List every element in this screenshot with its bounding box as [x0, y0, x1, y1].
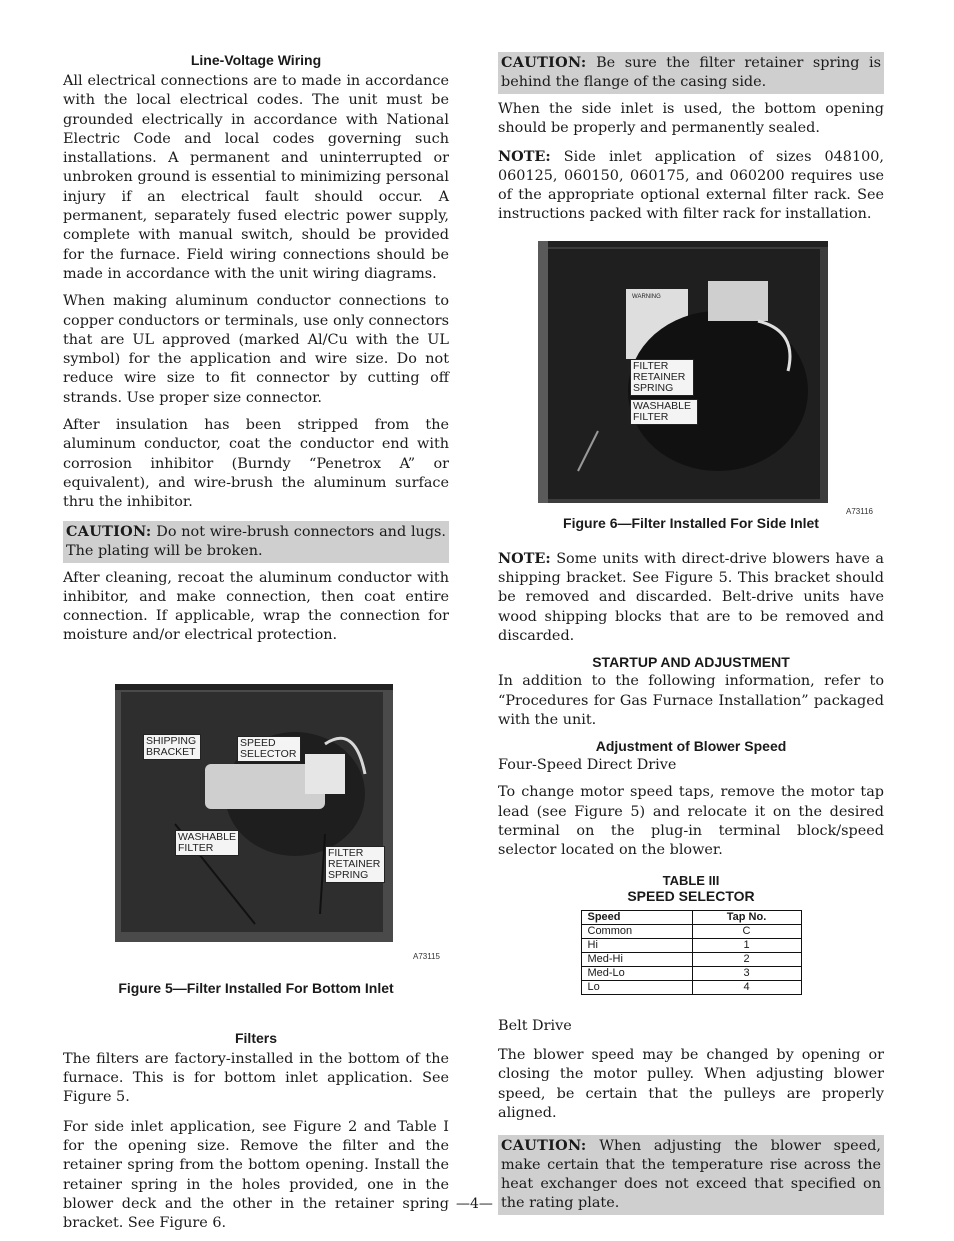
filters-paragraph-1: The filters are factory-installed in the bottom of the furnace. This is for bottom inlet application. See Figure 5.	[63, 1050, 449, 1106]
figure-5	[63, 684, 449, 984]
line-voltage-paragraph-3: After insulation has been stripped from the aluminum conductor, coat the conductor end with corrosion inhibitor (Burndy “Penetrox A” or equivalent), and wire-brush the aluminum surface thru the inhibitor.	[63, 417, 449, 511]
startup-heading: STARTUP AND ADJUSTMENT	[592, 654, 790, 671]
tap-cell: 3	[692, 966, 801, 980]
column-header-tap: Tap No.	[692, 910, 801, 924]
startup-paragraph: In addition to the following information, refer to “Procedures for Gas Furnace Installation” packaged with the unit.	[498, 673, 884, 728]
figure-5-photo	[115, 684, 393, 942]
table-row	[581, 952, 801, 966]
table-title: SPEED SELECTOR	[627, 887, 755, 904]
tap-cell: C	[692, 924, 801, 938]
figure-5-caption: Figure 5—Filter Installed For Bottom Inlet	[118, 979, 394, 996]
caution-label: CAUTION:	[501, 1137, 587, 1155]
washable-filter-label: WASHABLE FILTER	[630, 399, 698, 425]
warning-label: WARNING	[632, 293, 661, 300]
table-row	[581, 938, 801, 952]
filter-retainer-spring-label: FILTER RETAINER SPRING	[325, 846, 385, 883]
page-number: —4—	[456, 1196, 493, 1212]
left-column	[63, 52, 449, 1241]
figure-6-caption: Figure 6—Filter Installed For Side Inlet	[563, 514, 819, 531]
note-label: NOTE:	[498, 549, 551, 567]
table-number: TABLE III	[662, 872, 720, 888]
line-voltage-paragraph-1: All electrical connections are to made in accordance with the local electrical codes. The unit must be grounded electrically in accordance with National Electric Code and local codes governing such installations. A permanent and uninterrupted or unbroken ground is essential to minimizing personal injury if an electrical fault should occur. A permanent, separately fused electric power supply, complete with manual switch, should be provided for the furnace. Field wiring connections should be made in accordance with the unit wiring diagrams.	[63, 73, 449, 282]
filters-paragraph-2: For side inlet application, see Figure 2 and Table I for the opening size. Remove the filter and the retainer spring from the bottom opening. Install the retainer spring in the holes provided, one in the blower deck and the other in the retainer spring bracket. See Figure 6.	[63, 1118, 449, 1232]
figure-6-code: A73116	[846, 506, 873, 516]
note-label: NOTE:	[498, 147, 551, 165]
tap-cell: 4	[692, 980, 801, 994]
column-header-speed: Speed	[581, 910, 692, 924]
table-row	[581, 924, 801, 938]
speed-cell: Hi	[581, 938, 692, 952]
belt-drive-subheading: Belt Drive	[498, 1017, 572, 1034]
line-voltage-heading: Line-Voltage Wiring	[190, 52, 322, 68]
filter-retainer-spring-label: FILTER RETAINER SPRING	[630, 359, 694, 396]
table-row	[581, 966, 801, 980]
caution-text: Do not wire-brush connectors and lugs. The plating will be broken.	[66, 523, 446, 559]
speed-cell: Lo	[581, 980, 692, 994]
note-text: Side inlet application of sizes 048100, 060125, 060150, 060175, and 060200 requires use of the appropriate optional external filter rack. See instructions packed with filter rack for installation.	[498, 148, 885, 223]
line-voltage-paragraph-4: After cleaning, recoat the aluminum conductor with inhibitor, and make connection, then coat entire connection. If applicable, wrap the connection for moisture and/or electrical protection.	[63, 569, 449, 644]
figure-6	[498, 241, 884, 523]
side-inlet-paragraph: When the side inlet is used, the bottom opening should be properly and permanently sealed.	[498, 101, 884, 137]
caution-box-retainer-spring	[498, 52, 884, 94]
filters-heading: Filters	[234, 1029, 277, 1046]
right-column	[498, 52, 884, 1221]
blower-illustration	[115, 684, 393, 942]
figure-5-code: A73115	[413, 951, 440, 961]
caution-box-wire-brush	[63, 521, 449, 563]
caution-box-temperature-rise	[498, 1135, 884, 1215]
tap-cell: 2	[692, 952, 801, 966]
caution-text: Be sure the filter retainer spring is behind the flange of the casing side.	[501, 55, 882, 90]
four-speed-subheading: Four-Speed Direct Drive	[498, 757, 677, 774]
caution-label: CAUTION:	[66, 522, 152, 540]
blower-speed-heading: Adjustment of Blower Speed	[595, 738, 787, 755]
caution-text: When adjusting the blower speed, make certain that the temperature rise across the heat exchanger does not exceed that specified on the rating plate.	[501, 1138, 882, 1212]
note-shipping-bracket	[498, 549, 884, 646]
speed-cell: Med-Hi	[581, 952, 692, 966]
table-iii	[498, 873, 884, 995]
belt-drive-paragraph: The blower speed may be changed by opening or closing the motor pulley. When adjusting blower speed, be certain that the pulleys are properly aligned.	[498, 1046, 884, 1121]
speed-cell: Common	[581, 924, 692, 938]
table-row	[581, 980, 801, 994]
speed-selector-label: SPEED SELECTOR	[237, 736, 301, 762]
tap-cell: 1	[692, 938, 801, 952]
note-text: Some units with direct-drive blowers have a shipping bracket. See Figure 5. This bracket should be removed and discarded. Belt-drive units have wood shipping blocks that are to be removed and discarded.	[498, 550, 884, 644]
shipping-bracket-label: SHIPPING BRACKET	[143, 734, 201, 760]
note-side-inlet	[498, 147, 884, 225]
line-voltage-paragraph-2: When making aluminum conductor connections to copper conductors or terminals, use only connectors that are UL approved (marked Al/Cu with the UL symbol) for the application and wire size. Do not reduce wire size to fit connector by cutting off strands. Use proper size connector.	[63, 293, 449, 406]
figure-6-photo	[538, 241, 828, 503]
speed-selector-table	[581, 910, 802, 995]
four-speed-paragraph: To change motor speed taps, remove the motor tap lead (see Figure 5) and relocate it on the desired terminal on the plug-in terminal block/speed selector located on the blower.	[498, 784, 884, 859]
caution-label: CAUTION:	[501, 54, 587, 71]
washable-filter-label: WASHABLE FILTER	[175, 830, 239, 856]
speed-cell: Med-Lo	[581, 966, 692, 980]
table-header-row	[581, 910, 801, 924]
